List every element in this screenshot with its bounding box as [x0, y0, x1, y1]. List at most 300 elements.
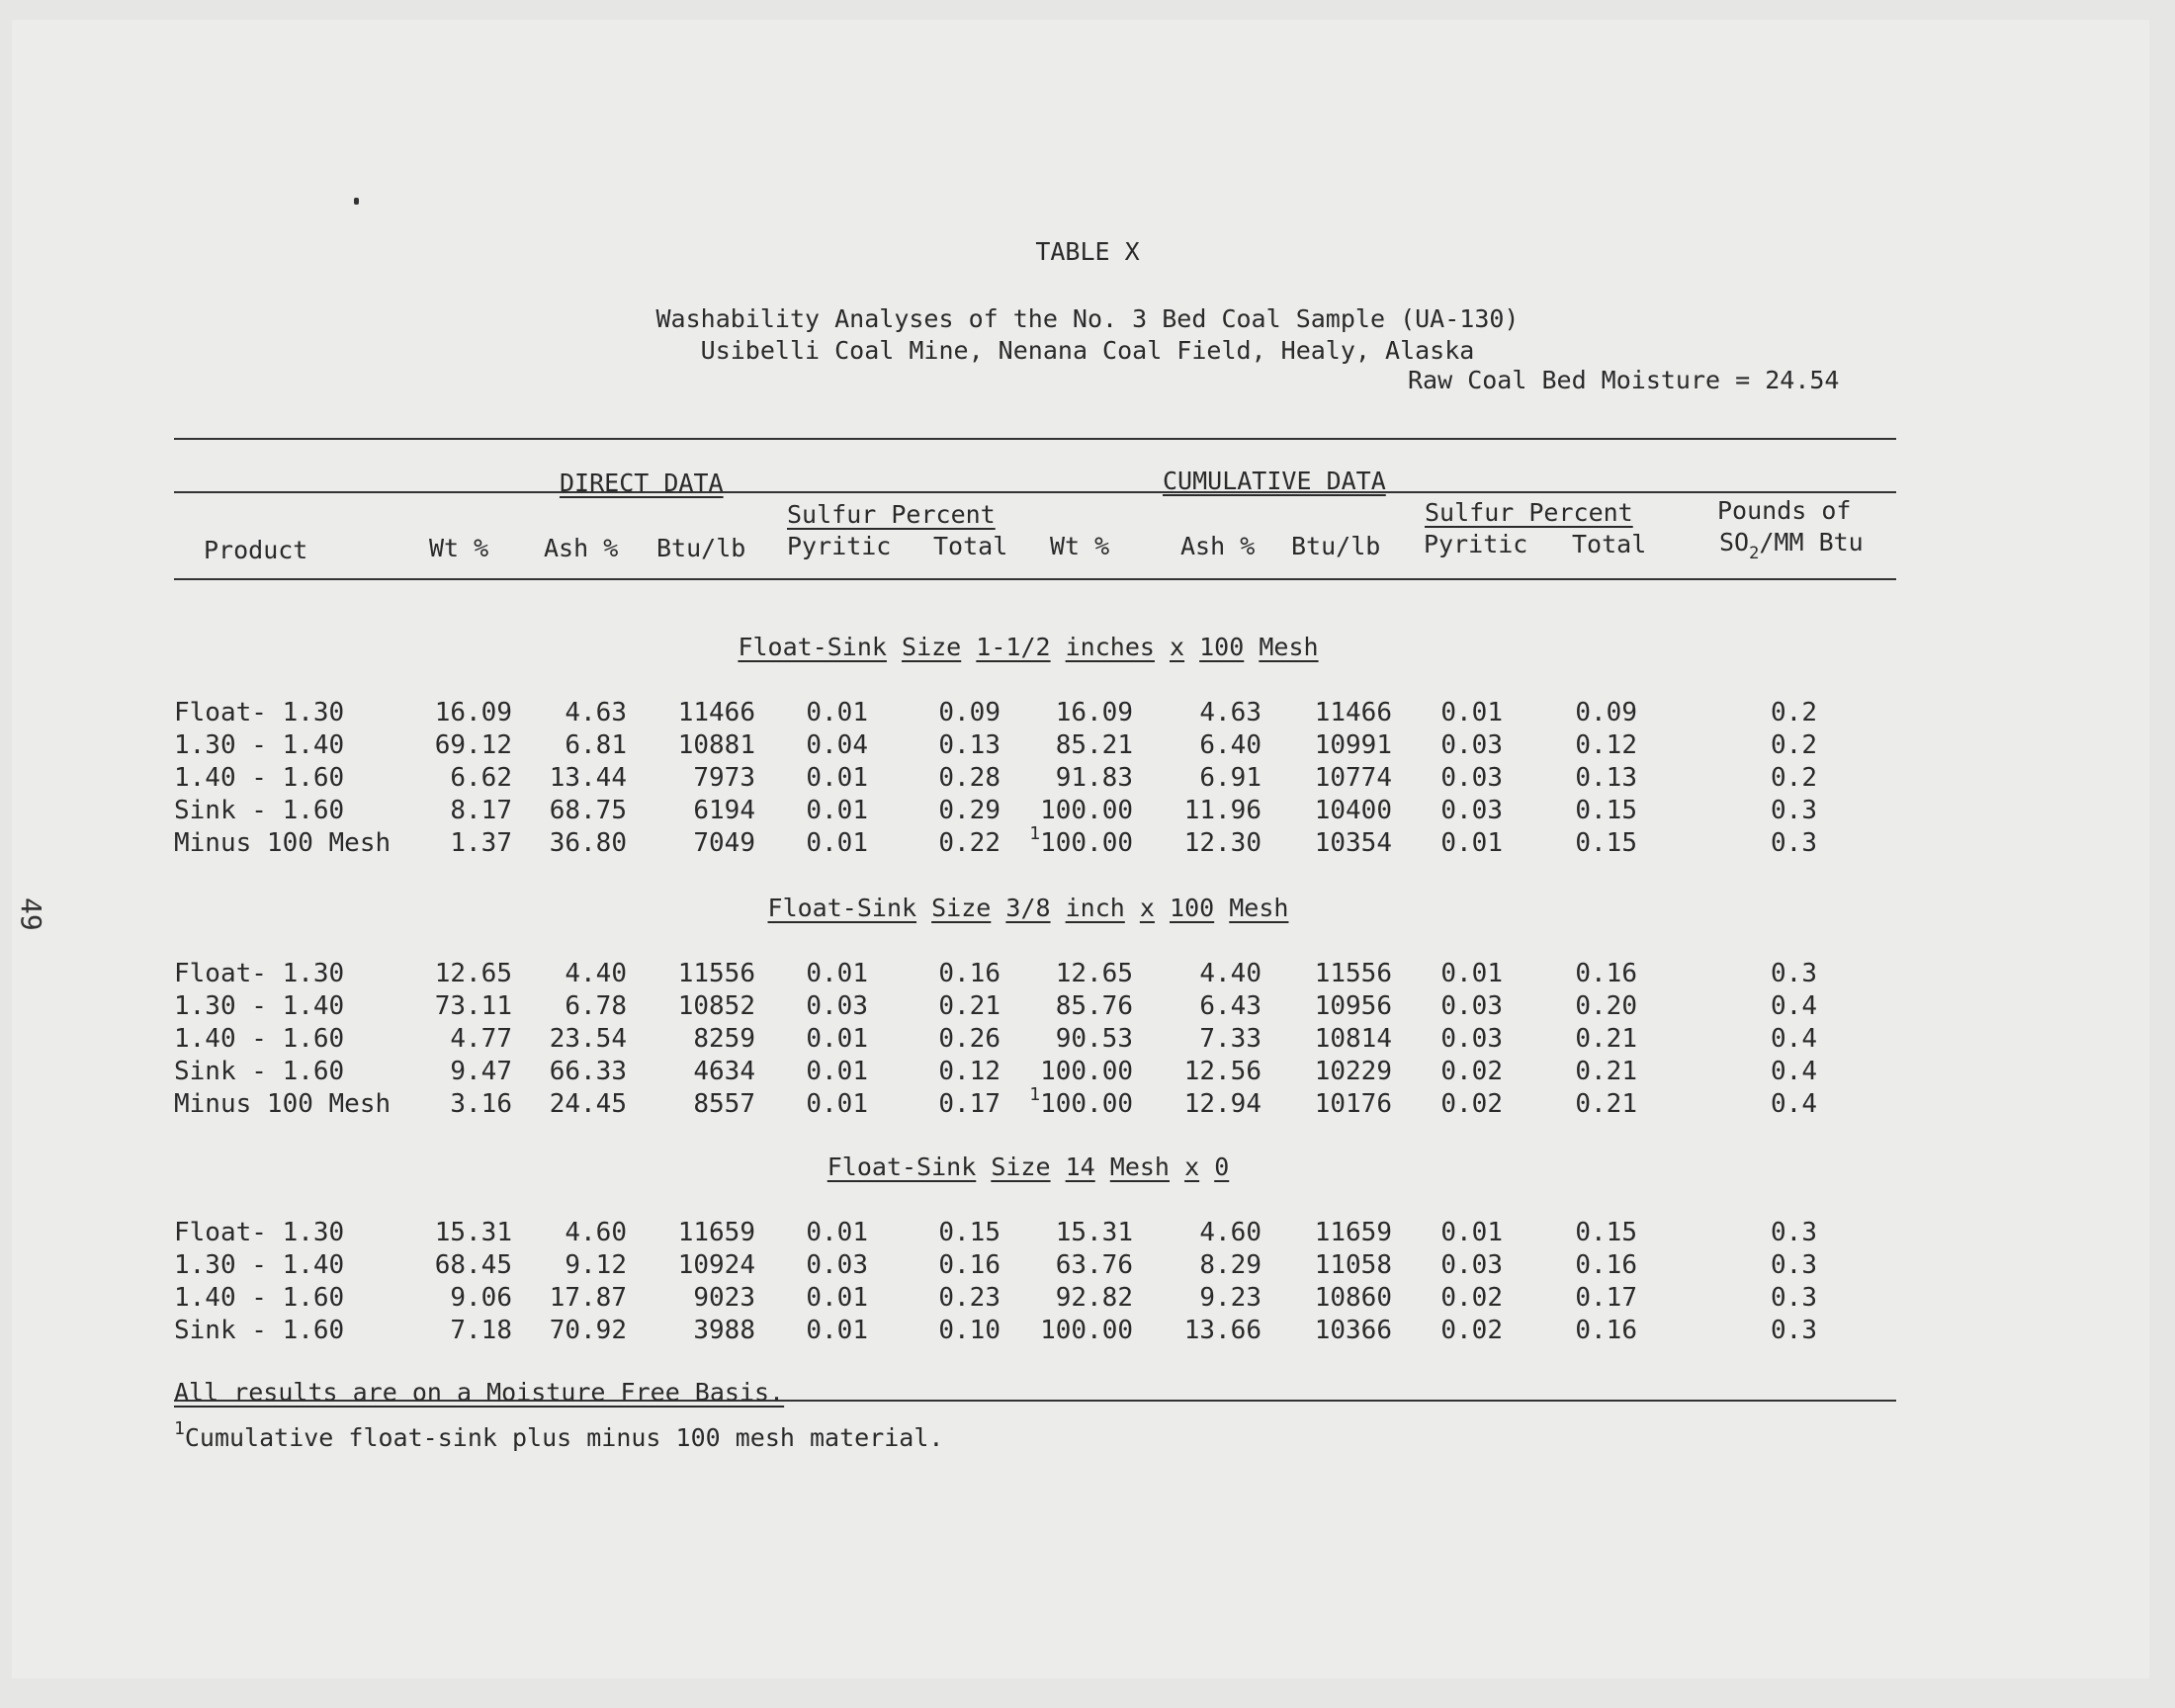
- cell-value: 4.63: [1199, 698, 1262, 727]
- cell-value: 0.17: [1575, 1283, 1637, 1313]
- cell-value: 0.2: [1771, 698, 1817, 727]
- cell-value: 15.31: [1055, 1218, 1133, 1247]
- cell-c-wt: [1040, 1316, 1133, 1345]
- cell-value: 3988: [693, 1316, 755, 1345]
- cell-c-btu: [1315, 763, 1392, 793]
- cell-value: 6.91: [1199, 763, 1262, 793]
- cell-value: 15.31: [434, 1218, 512, 1247]
- cell-so2: [1771, 1250, 1817, 1280]
- cell-c-tot: [1575, 1057, 1637, 1086]
- cell-d-pyr: [806, 763, 868, 793]
- cell-d-btu: [678, 991, 755, 1021]
- cell-c-tot: [1575, 1218, 1637, 1247]
- cell-value: 6.43: [1199, 991, 1262, 1021]
- product-cell: Sink - 1.60: [174, 1316, 345, 1345]
- cell-value: 0.21: [1575, 1057, 1637, 1086]
- cell-d-tot: [938, 1316, 1000, 1345]
- so2-suffix: /MM Btu: [1759, 528, 1864, 556]
- product-cell: 1.30 - 1.40: [174, 730, 345, 760]
- cell-value: 100.00: [1040, 828, 1133, 858]
- cell-d-wt: [450, 1316, 512, 1345]
- cell-d-pyr: [806, 796, 868, 825]
- cell-value: 0.04: [806, 730, 868, 760]
- col-product: Product: [204, 536, 308, 564]
- section-title-word: Float-Sink: [738, 633, 887, 661]
- cell-value: 0.01: [806, 1024, 868, 1054]
- cell-value: 0.02: [1440, 1316, 1503, 1345]
- cell-value: 9.12: [565, 1250, 627, 1280]
- section-title-word: Float-Sink: [826, 1153, 977, 1181]
- cell-value: 0.3: [1771, 796, 1817, 825]
- cell-c-tot: [1575, 1089, 1637, 1119]
- cell-c-tot: [1575, 991, 1637, 1021]
- cell-value: 12.30: [1183, 828, 1262, 858]
- cell-so2: [1771, 730, 1817, 760]
- cell-d-pyr: [806, 1283, 868, 1313]
- cell-value: 0.16: [938, 959, 1000, 988]
- cell-value: 10814: [1314, 1024, 1392, 1054]
- so2-subscript: 2: [1749, 544, 1760, 563]
- cell-c-tot: [1575, 1316, 1637, 1345]
- cell-d-btu: [678, 730, 755, 760]
- cell-c-wt: [1056, 1218, 1133, 1247]
- cell-value: 0.03: [1440, 730, 1503, 760]
- cell-value: 0.4: [1771, 1089, 1817, 1119]
- moisture-note: Raw Coal Bed Moisture = 24.54: [1408, 366, 1840, 394]
- col-direct-btu: Btu/lb: [656, 534, 746, 562]
- direct-data-header: DIRECT DATA: [560, 469, 724, 497]
- cell-value: 0.12: [1575, 730, 1637, 760]
- cell-value: 10774: [1314, 763, 1392, 793]
- cell-value: 0.2: [1771, 730, 1817, 760]
- cell-value: 0.23: [938, 1283, 1000, 1313]
- cell-value: 0.01: [806, 1089, 868, 1119]
- cell-value: 66.33: [549, 1057, 627, 1086]
- cell-d-btu: [678, 698, 755, 727]
- cell-c-pyr: [1440, 1283, 1503, 1313]
- cell-d-wt: [450, 1057, 512, 1086]
- footnote-ref: 1: [1029, 823, 1041, 844]
- cell-value: 91.83: [1055, 763, 1133, 793]
- cell-c-wt: [1056, 991, 1133, 1021]
- cell-value: 4.40: [565, 959, 627, 988]
- cell-value: 10860: [1314, 1283, 1392, 1313]
- section-title-word: 14: [1065, 1153, 1095, 1181]
- cell-value: 6.40: [1199, 730, 1262, 760]
- cell-value: 0.16: [938, 1250, 1000, 1280]
- col-so2: [1719, 528, 1864, 563]
- section-title: [40, 633, 2017, 661]
- cell-d-btu: [693, 1057, 755, 1086]
- header-rule: [174, 491, 1896, 493]
- cell-value: 10852: [677, 991, 755, 1021]
- cell-value: 10956: [1314, 991, 1392, 1021]
- cell-c-wt: [1056, 1283, 1133, 1313]
- cell-value: 90.53: [1055, 1024, 1133, 1054]
- cell-d-btu: [678, 1250, 755, 1280]
- cell-value: 6.62: [450, 763, 512, 793]
- cumulative-data-header: CUMULATIVE DATA: [1163, 467, 1386, 495]
- so2-prefix: SO: [1719, 528, 1750, 556]
- cell-d-ash: [565, 991, 627, 1021]
- table-row: [0, 1024, 1977, 1056]
- col-cum-btu: Btu/lb: [1291, 532, 1381, 560]
- cell-value: 9.06: [450, 1283, 512, 1313]
- section-title-word: Mesh: [1109, 1153, 1170, 1181]
- cell-c-btu: [1315, 1316, 1392, 1345]
- table-row: [0, 763, 1977, 795]
- cell-value: 0.03: [806, 991, 868, 1021]
- cell-c-btu: [1315, 828, 1392, 858]
- speck-mark: [354, 198, 359, 205]
- cell-c-pyr: [1440, 698, 1503, 727]
- cell-value: 0.13: [1575, 763, 1637, 793]
- cell-d-tot: [938, 1218, 1000, 1247]
- section-title-word: 3/8: [1005, 894, 1051, 922]
- cell-c-btu: [1315, 1024, 1392, 1054]
- cell-c-ash: [1199, 1218, 1262, 1247]
- cell-value: 9.23: [1199, 1283, 1262, 1313]
- section-title-word: inch: [1065, 894, 1125, 922]
- cell-c-pyr: [1440, 1024, 1503, 1054]
- cell-value: 0.4: [1771, 1024, 1817, 1054]
- cell-d-tot: [938, 828, 1000, 858]
- cell-d-ash: [550, 1024, 627, 1054]
- cell-c-tot: [1575, 1250, 1637, 1280]
- cell-d-wt: [450, 828, 512, 858]
- cell-c-ash: [1184, 1316, 1262, 1345]
- cell-value: 0.15: [1575, 796, 1637, 825]
- cell-value: 7.33: [1199, 1024, 1262, 1054]
- cell-c-ash: [1199, 959, 1262, 988]
- cell-c-tot: [1575, 763, 1637, 793]
- cell-c-pyr: [1440, 796, 1503, 825]
- cell-so2: [1771, 1316, 1817, 1345]
- basis-note: All results are on a Moisture Free Basis.: [174, 1378, 785, 1407]
- cell-c-btu: [1315, 698, 1392, 727]
- cell-d-btu: [693, 1316, 755, 1345]
- cell-d-tot: [938, 1250, 1000, 1280]
- cell-value: 73.11: [434, 991, 512, 1021]
- cell-c-tot: [1575, 730, 1637, 760]
- cell-d-tot: [938, 959, 1000, 988]
- footnote-mark: 1: [174, 1418, 185, 1439]
- col-direct-ash: Ash %: [544, 534, 619, 562]
- cell-value: 68.75: [549, 796, 627, 825]
- cell-value: 11466: [1314, 698, 1392, 727]
- cell-d-wt: [435, 991, 512, 1021]
- cell-value: 0.16: [1575, 1250, 1637, 1280]
- section-title-word: 0: [1214, 1153, 1230, 1181]
- cell-value: 8.29: [1199, 1250, 1262, 1280]
- section-title-word: Float-Sink: [767, 894, 917, 922]
- cell-c-btu: [1315, 1057, 1392, 1086]
- table-row: [0, 698, 1977, 729]
- col-cum-pyritic: Pyritic: [1424, 530, 1528, 558]
- cell-value: 0.4: [1771, 991, 1817, 1021]
- cell-value: 6.78: [565, 991, 627, 1021]
- product-cell: 1.30 - 1.40: [174, 991, 345, 1021]
- cell-d-btu: [693, 1089, 755, 1119]
- cell-c-ash: [1184, 796, 1262, 825]
- table-row: [0, 1316, 1977, 1347]
- cell-value: 0.28: [938, 763, 1000, 793]
- cell-c-pyr: [1440, 828, 1503, 858]
- cell-c-ash: [1199, 1250, 1262, 1280]
- section-title-word: Size: [931, 894, 992, 922]
- cell-value: 0.01: [806, 796, 868, 825]
- cell-c-wt: [1056, 1250, 1133, 1280]
- cell-d-wt: [450, 796, 512, 825]
- cell-c-tot: [1575, 959, 1637, 988]
- cell-value: 10366: [1314, 1316, 1392, 1345]
- cell-d-tot: [938, 1057, 1000, 1086]
- cell-d-btu: [693, 796, 755, 825]
- product-cell: Float- 1.30: [174, 698, 345, 727]
- cell-value: 10924: [677, 1250, 755, 1280]
- cell-value: 0.03: [1440, 796, 1503, 825]
- cell-c-tot: [1575, 698, 1637, 727]
- cell-value: 68.45: [434, 1250, 512, 1280]
- cell-c-wt: [1029, 823, 1133, 858]
- cell-d-ash: [565, 959, 627, 988]
- cell-so2: [1771, 1057, 1817, 1086]
- cell-value: 0.01: [806, 828, 868, 858]
- cell-value: 12.94: [1183, 1089, 1262, 1119]
- cell-d-tot: [938, 991, 1000, 1021]
- product-cell: 1.40 - 1.60: [174, 1024, 345, 1054]
- table-row: [0, 1057, 1977, 1088]
- product-cell: Minus 100 Mesh: [174, 828, 392, 858]
- cell-d-tot: [938, 796, 1000, 825]
- product-cell: Minus 100 Mesh: [174, 1089, 392, 1119]
- cell-d-btu: [693, 1024, 755, 1054]
- cell-c-btu: [1315, 991, 1392, 1021]
- cell-value: 0.21: [1575, 1024, 1637, 1054]
- cell-value: 0.17: [938, 1089, 1000, 1119]
- cell-value: 0.02: [1440, 1283, 1503, 1313]
- section-title-word: x: [1184, 1153, 1200, 1181]
- cell-value: 8557: [693, 1089, 755, 1119]
- cell-c-pyr: [1440, 730, 1503, 760]
- cell-value: 70.92: [549, 1316, 627, 1345]
- cell-value: 0.10: [938, 1316, 1000, 1345]
- cell-d-ash: [565, 698, 627, 727]
- cell-d-wt: [450, 763, 512, 793]
- cell-d-btu: [678, 1218, 755, 1247]
- cell-value: 0.22: [938, 828, 1000, 858]
- cell-c-ash: [1199, 991, 1262, 1021]
- cell-value: 11659: [677, 1218, 755, 1247]
- cell-c-pyr: [1440, 1057, 1503, 1086]
- cell-c-wt: [1056, 730, 1133, 760]
- product-cell: Float- 1.30: [174, 959, 345, 988]
- cell-value: 0.02: [1440, 1057, 1503, 1086]
- cell-c-tot: [1575, 1283, 1637, 1313]
- cell-c-wt: [1056, 763, 1133, 793]
- cell-c-ash: [1199, 1283, 1262, 1313]
- cell-value: 4.60: [565, 1218, 627, 1247]
- cell-d-btu: [678, 959, 755, 988]
- cell-c-btu: [1315, 796, 1392, 825]
- cell-value: 11466: [677, 698, 755, 727]
- product-cell: Sink - 1.60: [174, 796, 345, 825]
- cell-value: 11659: [1314, 1218, 1392, 1247]
- cell-value: 69.12: [434, 730, 512, 760]
- cell-value: 85.76: [1055, 991, 1133, 1021]
- header-bottom-rule: [174, 578, 1896, 580]
- section-title-word: inches: [1065, 633, 1155, 661]
- cell-value: 100.00: [1040, 1089, 1133, 1119]
- cell-value: 0.15: [1575, 1218, 1637, 1247]
- product-cell: Sink - 1.60: [174, 1057, 345, 1086]
- cell-d-ash: [565, 1218, 627, 1247]
- cell-value: 12.56: [1183, 1057, 1262, 1086]
- cell-c-ash: [1199, 698, 1262, 727]
- cell-c-btu: [1315, 959, 1392, 988]
- col-direct-total: Total: [933, 532, 1008, 560]
- cell-value: 0.03: [1440, 763, 1503, 793]
- cell-value: 12.65: [1055, 959, 1133, 988]
- cell-c-pyr: [1440, 1089, 1503, 1119]
- footnote-text: Cumulative float-sink plus minus 100 mesh material.: [184, 1423, 944, 1452]
- cell-value: 16.09: [434, 698, 512, 727]
- cell-c-wt: [1029, 1084, 1133, 1119]
- cell-value: 0.09: [938, 698, 1000, 727]
- cell-so2: [1771, 796, 1817, 825]
- cell-value: 17.87: [549, 1283, 627, 1313]
- cell-d-pyr: [806, 1089, 868, 1119]
- cell-value: 0.01: [1440, 828, 1503, 858]
- cell-so2: [1771, 1283, 1817, 1313]
- cell-so2: [1771, 1218, 1817, 1247]
- cell-c-pyr: [1440, 1218, 1503, 1247]
- cell-c-pyr: [1440, 1316, 1503, 1345]
- cell-value: 0.03: [1440, 1250, 1503, 1280]
- cell-value: 0.01: [1440, 1218, 1503, 1247]
- cell-c-ash: [1199, 730, 1262, 760]
- cell-d-pyr: [806, 959, 868, 988]
- cell-d-ash: [550, 828, 627, 858]
- cell-value: 0.02: [1440, 1089, 1503, 1119]
- cell-value: 10176: [1314, 1089, 1392, 1119]
- cell-value: 0.2: [1771, 763, 1817, 793]
- cell-value: 10991: [1314, 730, 1392, 760]
- col-direct-wt: Wt %: [429, 534, 489, 562]
- cell-d-pyr: [806, 1316, 868, 1345]
- cell-value: 0.3: [1771, 1316, 1817, 1345]
- cell-value: 10400: [1314, 796, 1392, 825]
- direct-sulfur-header: Sulfur Percent: [787, 500, 996, 529]
- cell-value: 0.01: [806, 1283, 868, 1313]
- cell-d-pyr: [806, 1218, 868, 1247]
- cell-so2: [1771, 991, 1817, 1021]
- page-number: 49: [15, 897, 47, 931]
- cell-value: 0.12: [938, 1057, 1000, 1086]
- cell-value: 0.01: [1440, 698, 1503, 727]
- cell-c-tot: [1575, 796, 1637, 825]
- cell-value: 0.03: [1440, 1024, 1503, 1054]
- cell-c-wt: [1040, 796, 1133, 825]
- cell-c-ash: [1184, 828, 1262, 858]
- cell-so2: [1771, 828, 1817, 858]
- cell-value: 0.01: [806, 959, 868, 988]
- section-title-word: Mesh: [1229, 894, 1289, 922]
- cell-d-btu: [693, 1283, 755, 1313]
- section-title: [40, 1153, 2017, 1181]
- cell-value: 100.00: [1040, 796, 1133, 825]
- cell-d-pyr: [806, 1250, 868, 1280]
- cell-d-pyr: [806, 828, 868, 858]
- col-cum-ash: Ash %: [1180, 532, 1256, 560]
- col-cum-wt: Wt %: [1050, 532, 1110, 560]
- cell-d-tot: [938, 730, 1000, 760]
- cell-value: 0.21: [938, 991, 1000, 1021]
- footnote: [174, 1418, 944, 1452]
- cell-c-tot: [1575, 828, 1637, 858]
- section-title-word: x: [1139, 894, 1155, 922]
- table-row: [0, 1084, 1977, 1121]
- cell-value: 0.13: [938, 730, 1000, 760]
- col-direct-pyritic: Pyritic: [787, 532, 892, 560]
- table-row: [0, 959, 1977, 990]
- cell-value: 63.76: [1055, 1250, 1133, 1280]
- cell-value: 23.54: [549, 1024, 627, 1054]
- cell-value: 13.66: [1183, 1316, 1262, 1345]
- cell-d-ash: [565, 730, 627, 760]
- pounds-of-header: Pounds of: [1717, 496, 1852, 525]
- cell-value: 0.21: [1575, 1089, 1637, 1119]
- cell-value: 85.21: [1055, 730, 1133, 760]
- cell-value: 4634: [693, 1057, 755, 1086]
- cell-c-tot: [1575, 1024, 1637, 1054]
- cell-value: 10881: [677, 730, 755, 760]
- cell-value: 0.15: [938, 1218, 1000, 1247]
- cell-value: 0.01: [806, 1057, 868, 1086]
- cell-value: 100.00: [1040, 1057, 1133, 1086]
- footnote-ref: 1: [1029, 1084, 1041, 1105]
- cell-d-pyr: [806, 1057, 868, 1086]
- table-row: [0, 796, 1977, 827]
- cell-d-pyr: [806, 698, 868, 727]
- cell-d-tot: [938, 1024, 1000, 1054]
- cell-c-wt: [1056, 1024, 1133, 1054]
- cell-value: 10229: [1314, 1057, 1392, 1086]
- cell-value: 0.3: [1771, 959, 1817, 988]
- cell-c-wt: [1056, 959, 1133, 988]
- cell-c-btu: [1315, 1218, 1392, 1247]
- cell-value: 0.3: [1771, 1218, 1817, 1247]
- cell-value: 11.96: [1183, 796, 1262, 825]
- table-row: [0, 1283, 1977, 1315]
- cell-d-ash: [565, 1250, 627, 1280]
- cell-value: 0.3: [1771, 828, 1817, 858]
- cell-c-ash: [1199, 1024, 1262, 1054]
- cell-value: 9.47: [450, 1057, 512, 1086]
- cell-value: 0.03: [806, 1250, 868, 1280]
- table-title: TABLE X: [1035, 237, 1140, 266]
- cell-value: 0.3: [1771, 1283, 1817, 1313]
- cell-d-ash: [550, 796, 627, 825]
- cell-value: 13.44: [549, 763, 627, 793]
- col-cum-total: Total: [1572, 530, 1647, 558]
- cell-value: 7.18: [450, 1316, 512, 1345]
- cell-c-ash: [1184, 1057, 1262, 1086]
- cell-d-wt: [435, 1250, 512, 1280]
- cell-value: 10354: [1314, 828, 1392, 858]
- cumulative-sulfur-header: Sulfur Percent: [1425, 498, 1633, 527]
- section-title-word: x: [1170, 633, 1185, 661]
